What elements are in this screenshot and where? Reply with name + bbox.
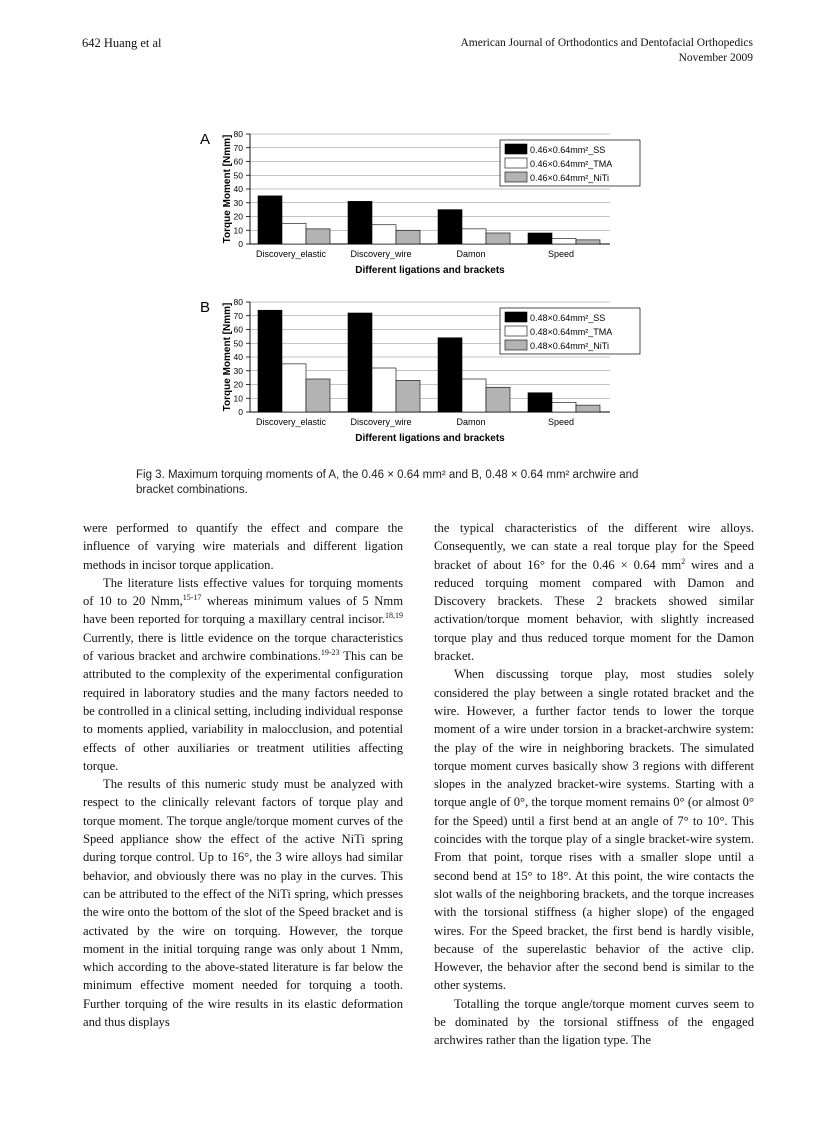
y-tick-label: 50 <box>233 338 243 349</box>
caption-line-2: bracket combinations. <box>136 484 248 496</box>
legend-entry: 0.46×0.64mm²_NiTi <box>530 173 609 183</box>
y-tick-label: 20 <box>233 211 243 222</box>
text-span: the typical characteristics of the different wire alloys. Consequently, we can state a real torque play for the Speed bracket of about 16° for the 0.46 × 0.64 mm <box>434 521 754 572</box>
y-tick-label: 0 <box>238 407 243 417</box>
x-category-label: Speed <box>547 249 575 259</box>
y-tick-label: 0 <box>238 239 243 249</box>
y-tick-label: 70 <box>233 310 243 321</box>
bar-damon-series-3 <box>486 387 510 412</box>
legend-entry: 0.48×0.64mm²_TMA <box>530 327 613 337</box>
figure-caption <box>136 468 716 498</box>
y-tick-label: 80 <box>233 297 243 307</box>
running-header-journal <box>460 36 753 66</box>
bar-speed-series-3 <box>576 405 600 412</box>
bar-discovery-elastic-series-2 <box>282 364 306 412</box>
figure-3a-bar-chart <box>190 126 650 286</box>
running-header-page-author: 642 Huang et al <box>82 36 162 50</box>
legend-entry: 0.48×0.64mm²_NiTi <box>530 341 609 351</box>
paragraph <box>83 574 403 775</box>
y-tick-label: 50 <box>233 170 243 181</box>
x-category-label: Damon <box>456 249 486 259</box>
y-tick-label: 60 <box>233 324 243 335</box>
bar-speed-series-2 <box>552 239 576 245</box>
legend-swatch <box>505 172 527 182</box>
y-tick-label: 70 <box>233 142 243 153</box>
bar-discovery-elastic-series-3 <box>306 229 330 244</box>
bar-discovery-wire-series-2 <box>372 225 396 244</box>
y-tick-label: 10 <box>233 393 243 404</box>
paragraph: When discussing torque play, most studies solely considered the play between a single rotated bracket and the wire. However, a further factor tends to lower the torque moment of a wire under torsion in a bracket-archwire system: the play of the wire in neighboring brackets. The simulated torque moment curves basically show 3 regions with different slopes in the analyzed bracket-wire systems. Starting with a torque angle of 0°, the torque moment remains 0° (or almost 0° for the Speed) until a first bend at an angle of 7° to 10°. This coincides with the torque play of a single bracket-wire system. From that point, torque rises with a smaller slope until a second bend at 15° to 18°. At this point, the wire contacts the slot walls of the neighboring brackets, and the torque increases with the torsional stiffness (a higher slope) of the engaged wires. For the Speed bracket, the first bend is hardly visible, because of the superelastic behavior of the active clip. However, the behavior after the second bend is similar to the other systems. <box>434 667 754 993</box>
bar-damon-series-1 <box>438 210 462 244</box>
bar-speed-series-3 <box>576 240 600 244</box>
x-category-label: Discovery_elastic <box>255 417 327 427</box>
legend-entry: 0.46×0.64mm²_TMA <box>530 159 613 169</box>
legend-swatch <box>505 158 527 168</box>
journal-issue: November 2009 <box>678 52 753 64</box>
x-category-label: Discovery_wire <box>350 249 412 259</box>
legend-swatch <box>505 340 527 350</box>
bar-speed-series-2 <box>552 402 576 412</box>
bar-discovery-wire-series-1 <box>348 201 372 244</box>
body-column-left <box>83 519 403 1031</box>
body-column-right <box>434 519 754 1050</box>
y-tick-label: 10 <box>233 225 243 236</box>
caption-line-1: Fig 3. Maximum torquing moments of A, the 0.46 × 0.64 mm² and B, 0.48 × 0.64 mm² archwire and <box>136 469 639 481</box>
bar-discovery-elastic-series-1 <box>258 196 282 244</box>
y-axis-label: Torque Moment [Nmm] <box>222 134 233 244</box>
legend-swatch <box>505 144 527 154</box>
legend-swatch <box>505 312 527 322</box>
text-span: wires and a reduced torquing moment compared with Damon and Discovery brackets. These 2 brackets showed similar activation/torque moment behavior, with slightly increased torque play and thus reduced torque moment for the Damon bracket. <box>434 557 754 664</box>
bar-damon-series-1 <box>438 338 462 412</box>
citation-ref: 15-17 <box>182 593 202 602</box>
text-span: Currently, there is little evidence on the torque characteristics of various bracket and archwire combinations. <box>83 630 403 664</box>
figure-3b-bar-chart <box>190 294 650 454</box>
y-tick-label: 40 <box>233 352 243 362</box>
bar-damon-series-2 <box>462 379 486 412</box>
citation-ref: 19-23 <box>320 647 340 657</box>
bar-discovery-wire-series-2 <box>372 368 396 412</box>
citation-ref: 18,19 <box>385 611 403 621</box>
x-category-label: Discovery_wire <box>350 417 412 427</box>
panel-label: A <box>200 131 211 148</box>
x-category-label: Discovery_elastic <box>255 249 327 259</box>
bar-discovery-wire-series-3 <box>396 380 420 412</box>
paragraph: were performed to quantify the effect and compare the influence of varying wire materials and different ligation methods in incisor torque application. <box>83 521 403 572</box>
bar-speed-series-1 <box>528 233 552 244</box>
superscript: 2 <box>681 556 686 566</box>
text-span: This can be attributed to the complexity of the experimental configuration required in laboratory studies and the many factors needed to be controlled in a clinical setting, including individual response to moments applied, variability in malocclusion, and potential effects of other auxiliaries or treatment utilities affecting torque. <box>83 649 404 773</box>
bar-discovery-wire-series-3 <box>396 230 420 244</box>
bar-discovery-elastic-series-2 <box>282 223 306 244</box>
y-tick-label: 30 <box>233 365 243 376</box>
text-span: whereas minimum values of 5 Nmm have been reported for torquing a maxillary central incisor. <box>83 594 403 627</box>
x-category-label: Damon <box>456 417 486 427</box>
paragraph: Totalling the torque angle/torque moment curves seem to be dominated by the torsional stiffness of the engaged archwires rather than the ligation type. The <box>434 996 754 1048</box>
bar-discovery-elastic-series-1 <box>258 310 282 412</box>
panel-label: B <box>200 299 211 316</box>
bar-discovery-elastic-series-3 <box>306 379 330 412</box>
x-axis-label: Different ligations and brackets <box>355 265 505 276</box>
paragraph: The results of this numeric study must be analyzed with respect to the clinically relevant factors of torque play and torque moment. The torque angle/torque moment curves of the Speed appliance show the effect of the active NiTi spring during torque control. Up to 16°, the 3 wire alloys had similar behavior, and obviously there was no play in the curves. This can be attributed to the effect of the NiTi spring, which presses the wire onto the bottom of the slot of the Speed bracket and is activated by the wire on torquing. However, the torque moment in the initial torquing range was only about 1 Nmm, which according to the above-stated literature is far below the minimum effective moment needed for torquing a tooth. Further torquing of the wire results in its elastic deformation and thus displays <box>83 777 403 1030</box>
bar-damon-series-3 <box>486 233 510 244</box>
legend-swatch <box>505 326 527 336</box>
y-tick-label: 60 <box>233 156 243 167</box>
journal-title: American Journal of Orthodontics and Dentofacial Orthopedics <box>460 37 753 49</box>
legend-entry: 0.48×0.64mm²_SS <box>530 313 606 323</box>
x-axis-label: Different ligations and brackets <box>355 433 505 444</box>
bar-speed-series-1 <box>528 393 552 412</box>
y-tick-label: 30 <box>233 197 243 208</box>
y-tick-label: 20 <box>233 379 243 390</box>
legend-entry: 0.46×0.64mm²_SS <box>530 145 606 155</box>
bar-damon-series-2 <box>462 229 486 244</box>
paragraph <box>434 519 754 665</box>
y-tick-label: 80 <box>233 129 243 139</box>
y-axis-label: Torque Moment [Nmm] <box>222 302 233 412</box>
text-span: The literature lists effective values for torquing moments of 10 to 20 Nmm, <box>83 575 403 609</box>
y-tick-label: 40 <box>233 184 243 194</box>
bar-discovery-wire-series-1 <box>348 313 372 412</box>
x-category-label: Speed <box>547 417 575 427</box>
